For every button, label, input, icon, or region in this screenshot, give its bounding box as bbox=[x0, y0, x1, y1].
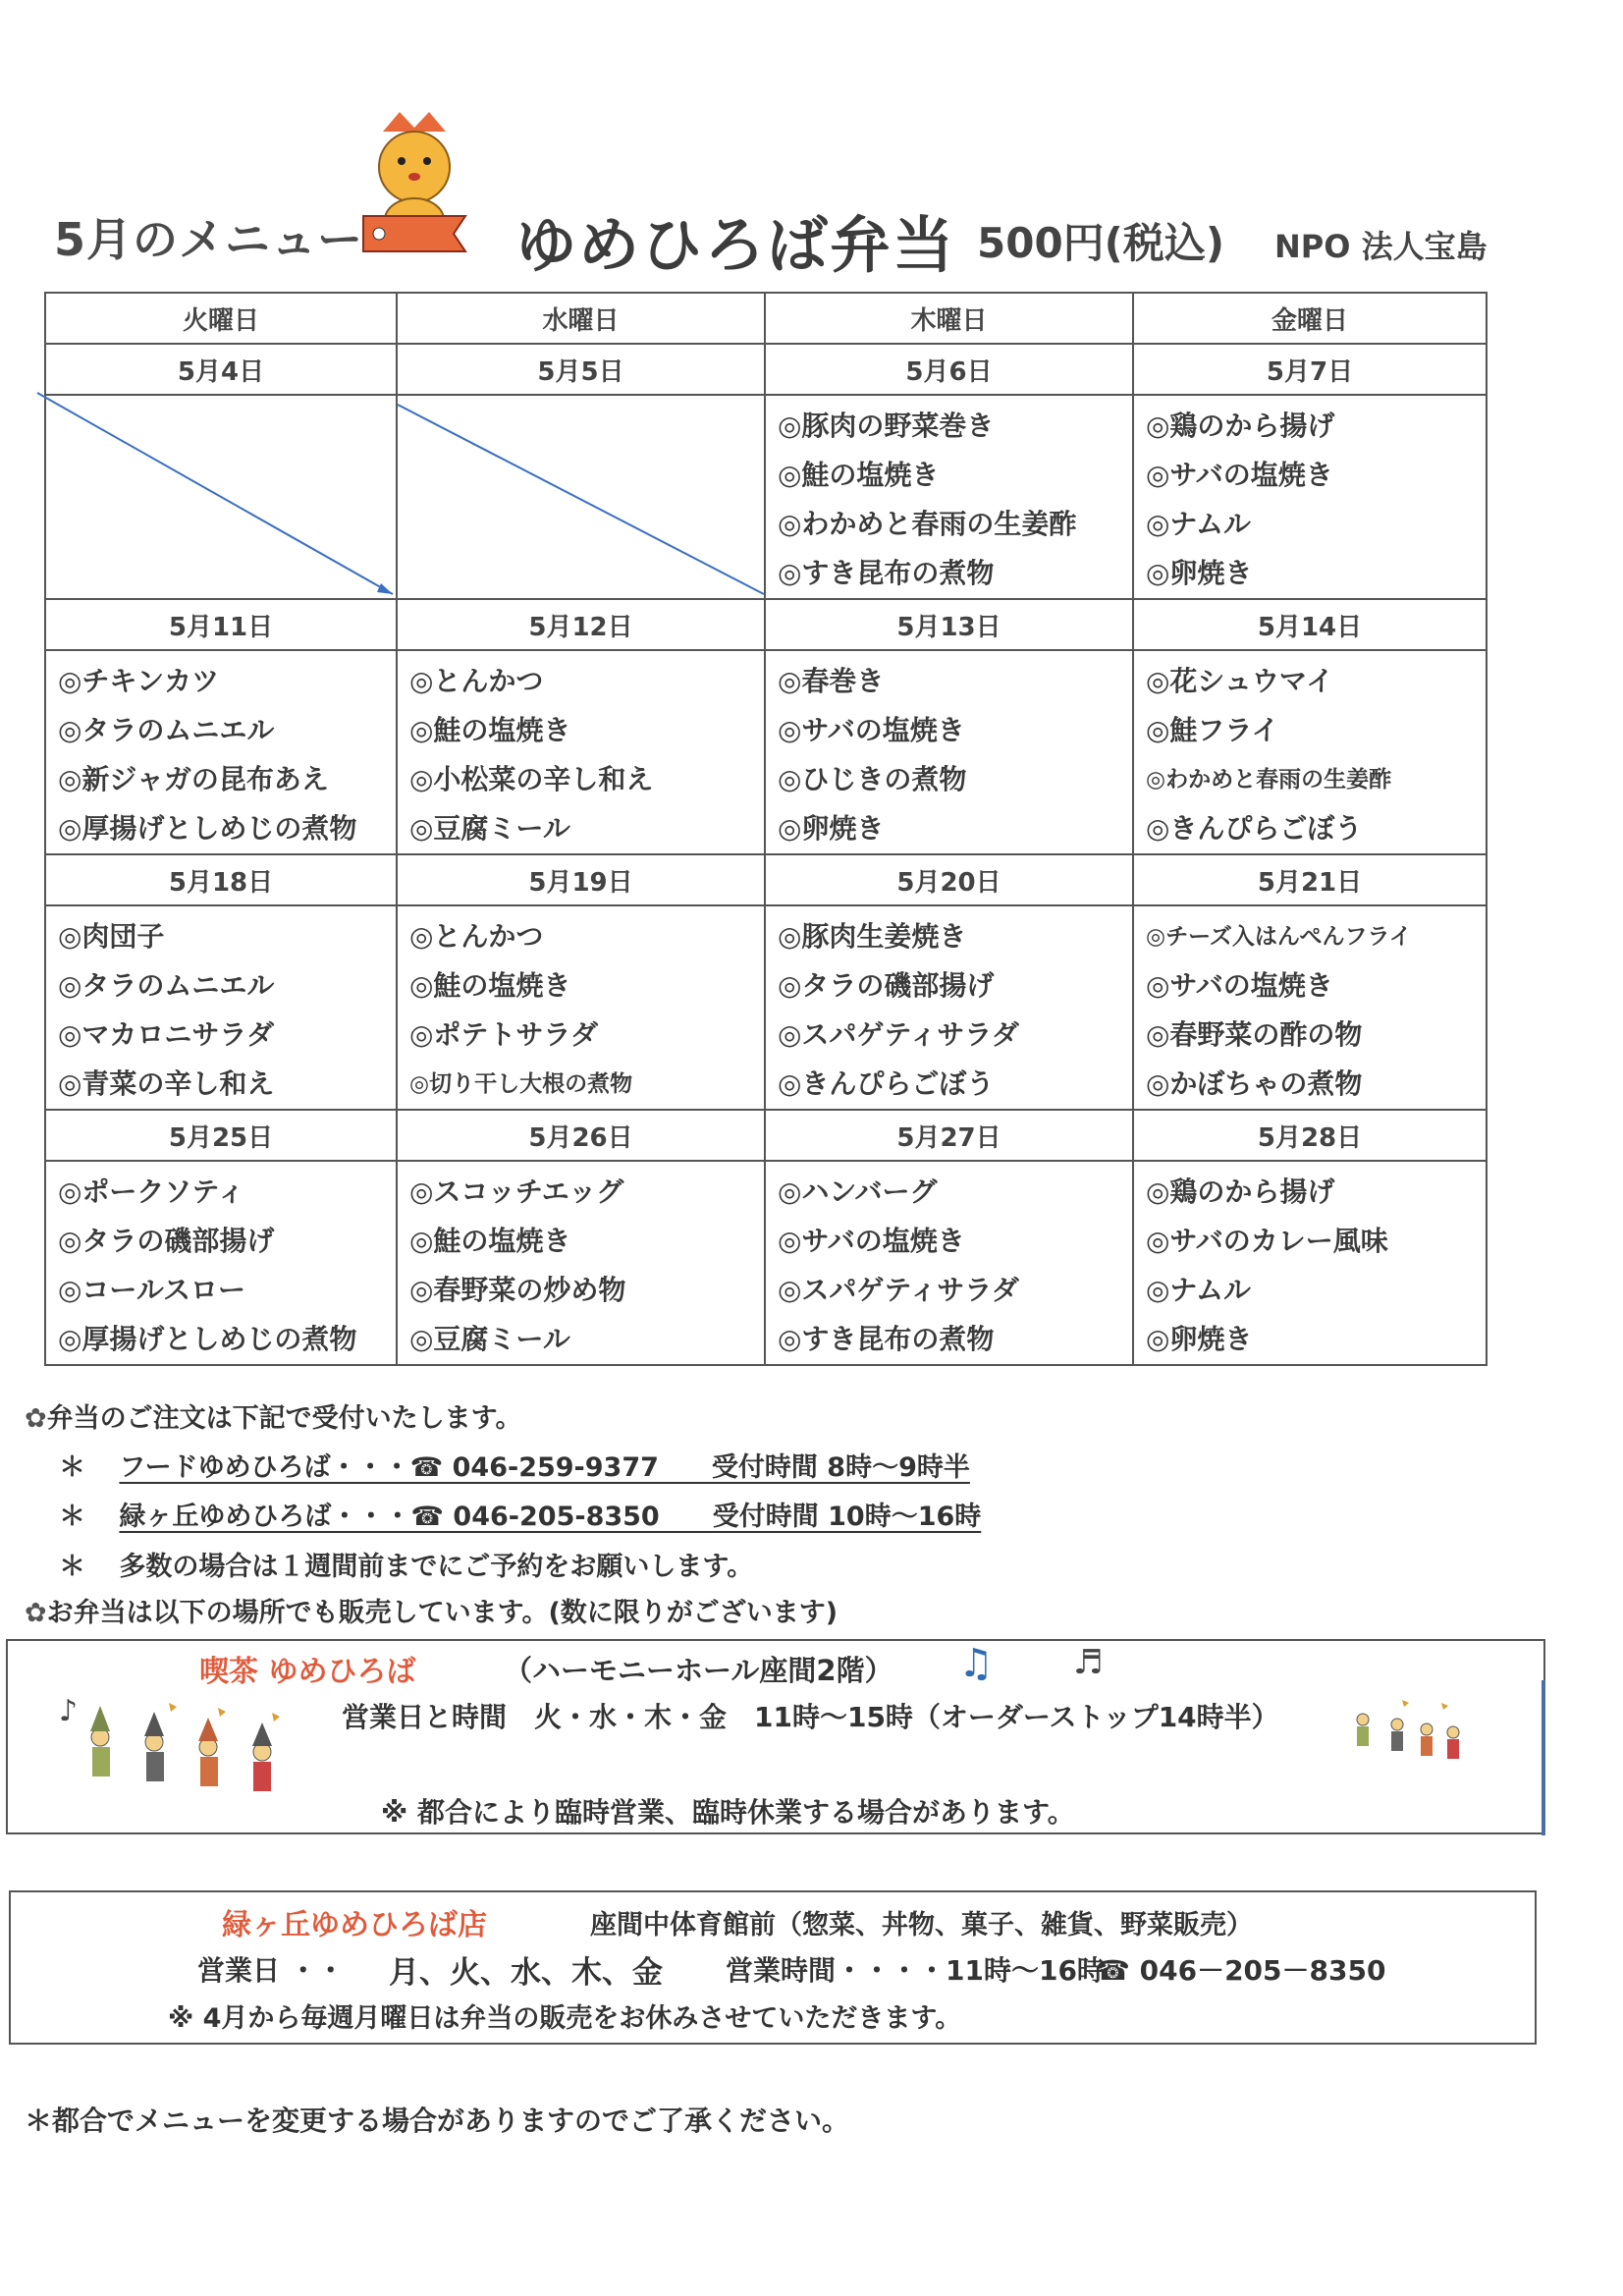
cafe-note: ※ 都合により臨時営業、臨時休業する場合があります。 bbox=[381, 1796, 1075, 1829]
menu-row bbox=[45, 1161, 1487, 1365]
date-cell: 5月28日 bbox=[1133, 1110, 1487, 1161]
menu-item: ◎鮭の塩焼き bbox=[778, 459, 940, 491]
date-cell: 5月6日 bbox=[765, 344, 1133, 395]
menu-row bbox=[45, 905, 1487, 1110]
shop-note: ※ 4月から毎週月曜日は弁当の販売をお休みさせていただきます。 bbox=[168, 2003, 962, 2034]
menu-item: ◎春野菜の酢の物 bbox=[1146, 1018, 1363, 1051]
shop-box bbox=[9, 1890, 1537, 2045]
music-note-icon: ♬ bbox=[1073, 1643, 1104, 1682]
closed-day-slash-lines bbox=[0, 0, 1623, 687]
date-row bbox=[45, 1110, 1487, 1161]
menu-item: ◎ポークソティ bbox=[58, 1175, 245, 1208]
menu-item: ◎厚揚げとしめじの煮物 bbox=[58, 812, 357, 845]
slash-line-may-4 bbox=[37, 393, 393, 594]
menu-item: ◎切り干し大根の煮物 bbox=[409, 1071, 633, 1097]
weekday-header: 金曜日 bbox=[1133, 293, 1487, 344]
bullet: ＊ bbox=[59, 1502, 85, 1532]
date-cell: 5月27日 bbox=[765, 1110, 1133, 1161]
box-edge-shade bbox=[1542, 1680, 1545, 1835]
menu-item: ◎豚肉の野菜巻き bbox=[778, 410, 995, 442]
date-row bbox=[45, 854, 1487, 905]
menu-item: ◎鮭フライ bbox=[1146, 714, 1279, 746]
menu-item: ◎鶏のから揚げ bbox=[1146, 410, 1335, 442]
menu-item: ◎鮭の塩焼き bbox=[409, 714, 571, 746]
order-intro-text: 弁当のご注文は下記で受付いたします。 bbox=[46, 1403, 522, 1434]
menu-item: ◎タラのムニエル bbox=[58, 714, 275, 746]
menu-item: ◎小松菜の辛し和え bbox=[409, 763, 654, 795]
page-title: ゆめひろば弁当 bbox=[515, 209, 956, 281]
date-cell: 5月20日 bbox=[765, 854, 1133, 905]
weekday-header: 木曜日 bbox=[765, 293, 1133, 344]
flower-icon: ✿ bbox=[25, 1403, 47, 1434]
menu-cell bbox=[1133, 905, 1487, 1110]
menu-item: ◎マカロニサラダ bbox=[58, 1018, 275, 1051]
date-cell: 5月18日 bbox=[45, 854, 397, 905]
menu-item: ◎豆腐ミール bbox=[409, 1323, 570, 1355]
order-phone-food: フードゆめひろば・・・☎ 046-259-9377 受付時間 8時～9時半 bbox=[119, 1452, 970, 1483]
menu-item: ◎サバのカレー風味 bbox=[1146, 1225, 1388, 1257]
menu-item: ◎とんかつ bbox=[409, 665, 544, 697]
date-cell: 5月19日 bbox=[397, 854, 765, 905]
cafe-hours: 営業日と時間 火・水・木・金 11時～15時（オーダーストップ14時半） bbox=[342, 1701, 1279, 1733]
menu-cell bbox=[1133, 1161, 1487, 1365]
menu-item: ◎タラの磯部揚げ bbox=[58, 1225, 275, 1257]
menu-item: ◎肉団子 bbox=[58, 920, 165, 953]
menu-cell bbox=[765, 1161, 1133, 1365]
shop-hours: 営業時間・・・・11時～16時 bbox=[726, 1954, 1105, 1987]
menu-cell bbox=[45, 905, 397, 1110]
menu-item: ◎チキンカツ bbox=[58, 665, 220, 697]
menu-item: ◎コールスロー bbox=[58, 1274, 246, 1306]
order-line-food bbox=[59, 1446, 970, 1484]
menu-item: ◎きんぴらごぼう bbox=[778, 1067, 995, 1100]
shop-location: 座間中体育館前（惣菜、丼物、菓子、雑貨、野菜販売） bbox=[590, 1910, 1253, 1941]
menu-item: ◎チーズ入はんぺんフライ bbox=[1146, 924, 1412, 950]
menu-item: ◎鮭の塩焼き bbox=[409, 969, 571, 1002]
weekday-header: 水曜日 bbox=[397, 293, 765, 344]
date-cell: 5月4日 bbox=[45, 344, 397, 395]
footer-note: ＊都合でメニューを変更する場合がありますのでご了承ください。 bbox=[25, 2105, 850, 2137]
menu-item: ◎きんぴらごぼう bbox=[1146, 812, 1363, 845]
menu-cell bbox=[397, 1161, 765, 1365]
menu-label: 5月のメニュー bbox=[54, 213, 364, 266]
menu-item: ◎わかめと春雨の生姜酢 bbox=[778, 508, 1077, 540]
date-cell: 5月13日 bbox=[765, 599, 1133, 650]
menu-item: ◎サバの塩焼き bbox=[1146, 969, 1333, 1002]
menu-cell bbox=[397, 905, 765, 1110]
date-cell: 5月26日 bbox=[397, 1110, 765, 1161]
music-note-icon: ♫ bbox=[958, 1641, 994, 1686]
music-note-icon: ♪ bbox=[59, 1694, 79, 1728]
musicians-illustration-icon bbox=[71, 1698, 306, 1816]
menu-item: ◎新ジャガの昆布あえ bbox=[58, 763, 329, 795]
menu-item: ◎豆腐ミール bbox=[409, 812, 570, 845]
weekday-header: 火曜日 bbox=[45, 293, 397, 344]
date-cell: 5月5日 bbox=[397, 344, 765, 395]
menu-item: ◎春野菜の炒め物 bbox=[409, 1274, 626, 1306]
shop-days-label: 営業日 ・・ bbox=[197, 1954, 345, 1987]
date-cell: 5月11日 bbox=[45, 599, 397, 650]
menu-cell bbox=[45, 1161, 397, 1365]
arrowhead-icon bbox=[377, 583, 393, 594]
sale-intro-text: お弁当は以下の場所でも販売しています。(数に限りがございます) bbox=[46, 1598, 839, 1628]
menu-item: ◎ひじきの煮物 bbox=[778, 763, 967, 795]
bullet: ＊ bbox=[59, 1452, 85, 1483]
bullet: ＊ bbox=[59, 1552, 85, 1582]
menu-item: ◎かぼちゃの煮物 bbox=[1146, 1067, 1363, 1100]
order-intro bbox=[25, 1396, 521, 1435]
menu-item: ◎厚揚げとしめじの煮物 bbox=[58, 1323, 357, 1355]
menu-item: ◎サバの塩焼き bbox=[1146, 459, 1333, 491]
order-phone-midorigaoka: 緑ヶ丘ゆめひろば・・・☎ 046-205-8350 受付時間 10時～16時 bbox=[119, 1502, 982, 1532]
menu-item: ◎卵焼き bbox=[1146, 557, 1253, 589]
cafe-name: 喫茶 ゆめひろば bbox=[199, 1655, 416, 1689]
menu-item: ◎春巻き bbox=[778, 665, 885, 697]
menu-item: ◎鶏のから揚げ bbox=[1146, 1175, 1335, 1208]
date-cell: 5月7日 bbox=[1133, 344, 1487, 395]
date-cell: 5月25日 bbox=[45, 1110, 397, 1161]
musicians-illustration-small-icon bbox=[1343, 1695, 1471, 1774]
shop-name: 緑ヶ丘ゆめひろば店 bbox=[222, 1908, 487, 1942]
cafe-location: （ハーモニーホール座間2階） bbox=[504, 1654, 893, 1687]
menu-item: ◎タラのムニエル bbox=[58, 969, 275, 1002]
order-bulk-note: 多数の場合は１週間前までにご予約をお願いします。 bbox=[119, 1552, 754, 1582]
menu-item: ◎卵焼き bbox=[778, 812, 885, 845]
menu-item: ◎とんかつ bbox=[409, 920, 544, 953]
menu-item: ◎すき昆布の煮物 bbox=[778, 557, 995, 589]
menu-item: ◎ナムル bbox=[1146, 1274, 1252, 1306]
shop-phone: ☎ 046－205－8350 bbox=[1096, 1954, 1386, 1987]
menu-item: ◎すき昆布の煮物 bbox=[778, 1323, 995, 1355]
menu-item: ◎わかめと春雨の生姜酢 bbox=[1146, 767, 1392, 793]
menu-item: ◎花シュウマイ bbox=[1146, 665, 1334, 697]
menu-item: ◎スパゲティサラダ bbox=[778, 1274, 1019, 1306]
menu-item: ◎ポテトサラダ bbox=[409, 1018, 599, 1051]
flower-icon: ✿ bbox=[25, 1598, 47, 1628]
menu-item: ◎ナムル bbox=[1146, 508, 1252, 540]
menu-item: ◎サバの塩焼き bbox=[778, 714, 965, 746]
price: 500円(税込) bbox=[977, 219, 1225, 267]
menu-item: ◎卵焼き bbox=[1146, 1323, 1253, 1355]
sale-intro bbox=[25, 1591, 838, 1629]
order-line-bulk bbox=[59, 1545, 753, 1583]
menu-item: ◎青菜の辛し和え bbox=[58, 1067, 275, 1100]
date-cell: 5月12日 bbox=[397, 599, 765, 650]
cafe-box bbox=[6, 1639, 1545, 1834]
menu-item: ◎サバの塩焼き bbox=[778, 1225, 965, 1257]
shop-days: 月、火、水、木、金 bbox=[389, 1955, 663, 1991]
date-cell: 5月21日 bbox=[1133, 854, 1487, 905]
order-line-midorigaoka bbox=[59, 1495, 981, 1533]
date-cell: 5月14日 bbox=[1133, 599, 1487, 650]
slash-line-may-5 bbox=[398, 405, 764, 594]
menu-cell bbox=[765, 905, 1133, 1110]
organization-name: NPO 法人宝島 bbox=[1274, 228, 1488, 265]
menu-item: ◎スコッチエッグ bbox=[409, 1175, 624, 1208]
menu-item: ◎タラの磯部揚げ bbox=[778, 969, 995, 1002]
menu-item: ◎鮭の塩焼き bbox=[409, 1225, 571, 1257]
menu-item: ◎ハンバーグ bbox=[778, 1175, 938, 1208]
menu-item: ◎スパゲティサラダ bbox=[778, 1018, 1019, 1051]
menu-item: ◎豚肉生姜焼き bbox=[778, 920, 967, 953]
